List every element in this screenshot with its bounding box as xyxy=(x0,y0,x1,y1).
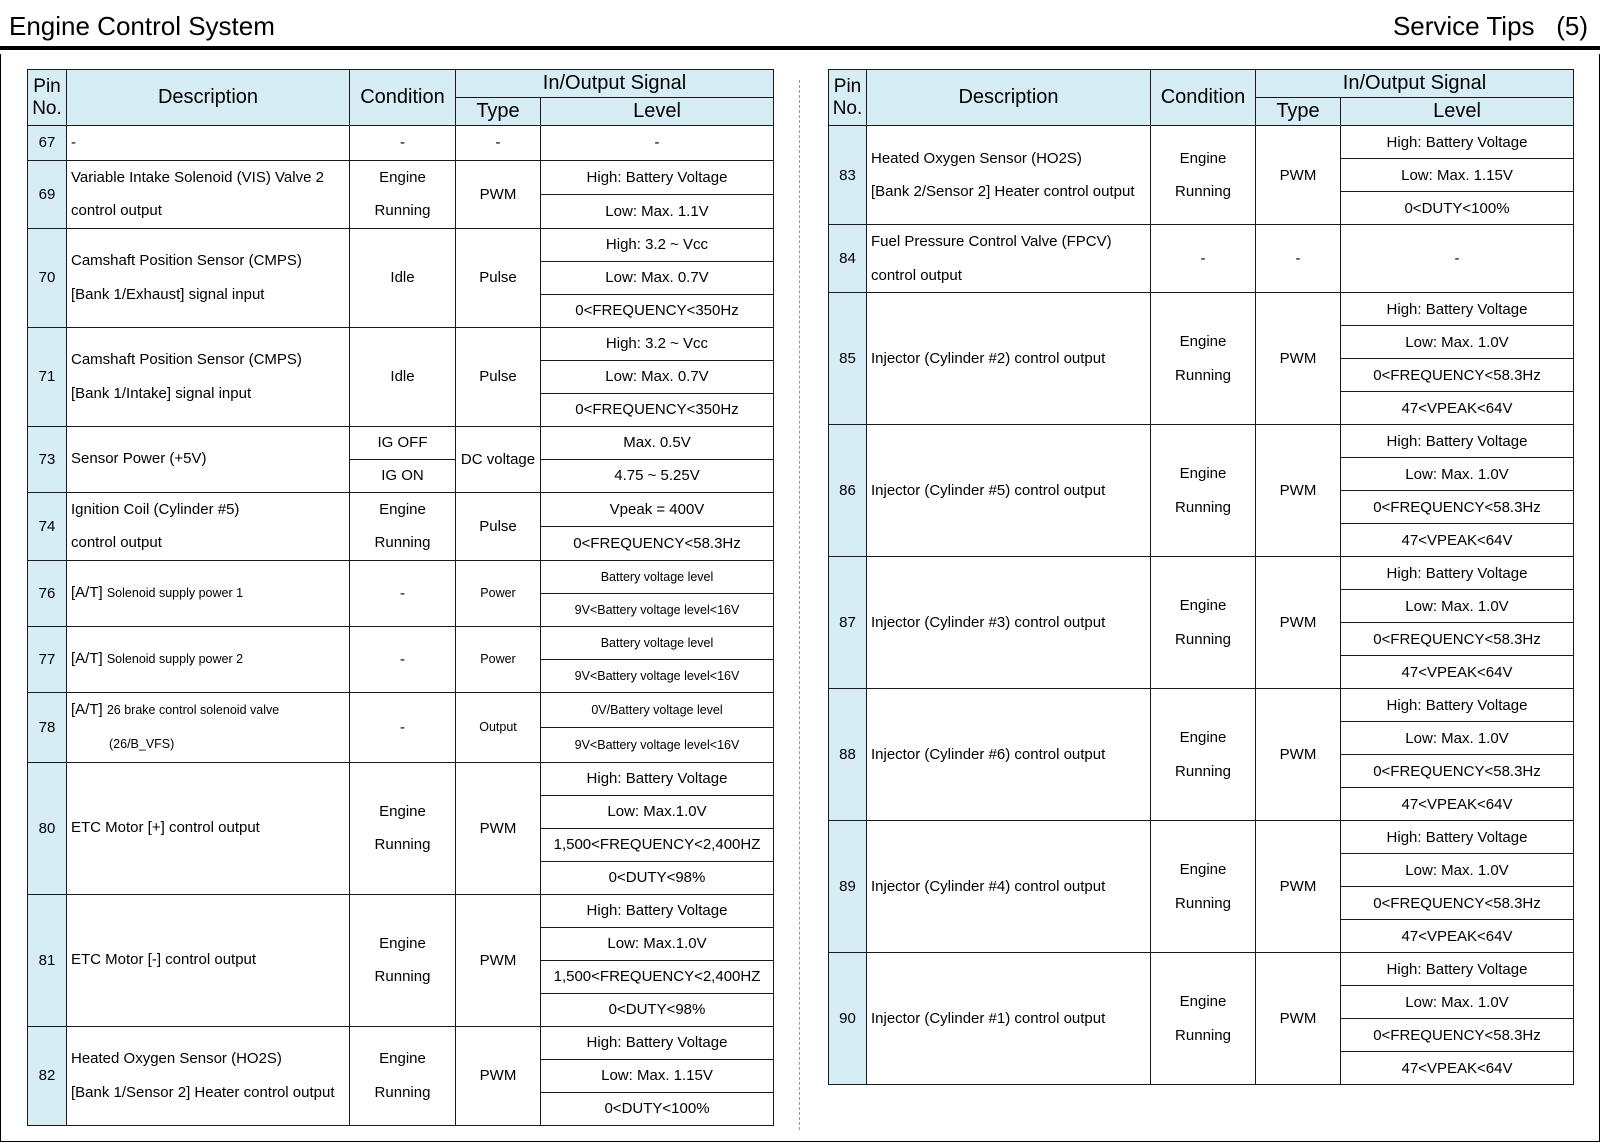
header-type: Type xyxy=(1256,98,1341,126)
signal-level: Battery voltage level xyxy=(541,626,774,659)
signal-type: PWM xyxy=(1256,689,1341,821)
signal-level: 0<FREQUENCY<58.3Hz xyxy=(541,526,774,560)
pin-condition: - xyxy=(350,126,456,161)
signal-level: Low: Max. 1.0V xyxy=(1341,458,1574,491)
pin-condition: Engine Running xyxy=(1151,293,1256,425)
signal-type: PWM xyxy=(456,762,541,894)
pin-condition: Engine Running xyxy=(1151,953,1256,1085)
signal-type: Pulse xyxy=(456,327,541,426)
table-row xyxy=(28,492,774,526)
pin-condition: - xyxy=(350,560,456,626)
pin-description: Heated Oxygen Sensor (HO2S) [Bank 1/Sensor 2] Heater control output xyxy=(67,1026,350,1125)
pin-condition: - xyxy=(350,692,456,762)
table-row xyxy=(829,557,1574,590)
table-row xyxy=(28,1026,774,1059)
header-pin-no: Pin No. xyxy=(28,70,67,126)
pin-table-left xyxy=(27,69,774,1126)
pin-description: Fuel Pressure Control Valve (FPCV) control output xyxy=(867,225,1151,293)
signal-level: High: Battery Voltage xyxy=(1341,953,1574,986)
signal-level: 4.75 ~ 5.25V xyxy=(541,459,774,492)
table-row xyxy=(829,689,1574,722)
signal-level: 0<FREQUENCY<58.3Hz xyxy=(1341,491,1574,524)
center-divider xyxy=(799,80,800,1130)
pin-number: 71 xyxy=(28,327,67,426)
pin-table-right xyxy=(828,69,1574,1085)
header-level: Level xyxy=(1341,98,1574,126)
pin-condition: Engine Running xyxy=(1151,557,1256,689)
table-row xyxy=(28,426,774,459)
signal-type: PWM xyxy=(1256,953,1341,1085)
header-description: Description xyxy=(867,70,1151,126)
pin-number: 69 xyxy=(28,160,67,228)
signal-type: Pulse xyxy=(456,228,541,327)
pin-number: 78 xyxy=(28,692,67,762)
pin-condition: Engine Running xyxy=(350,1026,456,1125)
signal-level: Low: Max. 1.0V xyxy=(1341,854,1574,887)
signal-level: 47<VPEAK<64V xyxy=(1341,788,1574,821)
signal-level: High: 3.2 ~ Vcc xyxy=(541,327,774,360)
pin-description: Injector (Cylinder #6) control output xyxy=(867,689,1151,821)
pin-description: [A/T] Solenoid supply power 1 xyxy=(67,560,350,626)
pin-description: Ignition Coil (Cylinder #5) control output xyxy=(67,492,350,560)
signal-type: PWM xyxy=(1256,425,1341,557)
signal-level: High: Battery Voltage xyxy=(1341,557,1574,590)
pin-number: 76 xyxy=(28,560,67,626)
signal-level: Low: Max.1.0V xyxy=(541,927,774,960)
signal-type: Power xyxy=(456,560,541,626)
signal-level: 1,500<FREQUENCY<2,400HZ xyxy=(541,960,774,993)
signal-level: 0<FREQUENCY<58.3Hz xyxy=(1341,755,1574,788)
pin-description: - xyxy=(67,126,350,161)
pin-number: 67 xyxy=(28,126,67,161)
signal-level: Low: Max. 1.15V xyxy=(1341,159,1574,192)
signal-level: 0<FREQUENCY<58.3Hz xyxy=(1341,359,1574,392)
signal-level: 0<DUTY<100% xyxy=(1341,192,1574,225)
table-row xyxy=(829,425,1574,458)
signal-type: Output xyxy=(456,692,541,762)
signal-level: High: 3.2 ~ Vcc xyxy=(541,228,774,261)
pin-description: Injector (Cylinder #1) control output xyxy=(867,953,1151,1085)
pin-description: Injector (Cylinder #4) control output xyxy=(867,821,1151,953)
table-row xyxy=(28,894,774,927)
signal-type: Pulse xyxy=(456,492,541,560)
header-condition: Condition xyxy=(1151,70,1256,126)
signal-level: Low: Max.1.0V xyxy=(541,795,774,828)
header-level: Level xyxy=(541,98,774,126)
signal-level: Low: Max. 1.1V xyxy=(541,194,774,228)
pin-condition: Engine Running xyxy=(1151,689,1256,821)
signal-level: 47<VPEAK<64V xyxy=(1341,920,1574,953)
pin-condition: IG ON xyxy=(350,459,456,492)
pin-description: Camshaft Position Sensor (CMPS) [Bank 1/Exhaust] signal input xyxy=(67,228,350,327)
table-row xyxy=(28,692,774,727)
header-type: Type xyxy=(456,98,541,126)
pin-condition: Engine Running xyxy=(350,492,456,560)
section-title: Service Tips (5) xyxy=(1392,11,1588,41)
page-header xyxy=(0,0,1600,50)
signal-level: 0<FREQUENCY<58.3Hz xyxy=(1341,1019,1574,1052)
pin-description: Injector (Cylinder #2) control output xyxy=(867,293,1151,425)
signal-type: PWM xyxy=(456,160,541,228)
table-row xyxy=(829,953,1574,986)
signal-level: 47<VPEAK<64V xyxy=(1341,524,1574,557)
header-signal: In/Output Signal xyxy=(1256,70,1574,98)
signal-level: 47<VPEAK<64V xyxy=(1341,1052,1574,1085)
pin-number: 73 xyxy=(28,426,67,492)
signal-level: 9V<Battery voltage level<16V xyxy=(541,593,774,626)
signal-level: 47<VPEAK<64V xyxy=(1341,392,1574,425)
pin-number: 74 xyxy=(28,492,67,560)
table-row xyxy=(829,225,1574,259)
signal-level: 0<DUTY<98% xyxy=(541,993,774,1026)
table-row xyxy=(28,762,774,795)
pin-number: 83 xyxy=(829,126,867,225)
signal-level: Low: Max. 1.0V xyxy=(1341,722,1574,755)
signal-type: PWM xyxy=(456,894,541,1026)
pin-condition: Engine Running xyxy=(350,894,456,1026)
pin-description: Injector (Cylinder #5) control output xyxy=(867,425,1151,557)
signal-level: 1,500<FREQUENCY<2,400HZ xyxy=(541,828,774,861)
signal-type: PWM xyxy=(1256,821,1341,953)
pin-condition: Idle xyxy=(350,327,456,426)
pin-condition: Engine Running xyxy=(1151,821,1256,953)
signal-level: 0<FREQUENCY<58.3Hz xyxy=(1341,623,1574,656)
signal-level: High: Battery Voltage xyxy=(1341,821,1574,854)
pin-number: 81 xyxy=(28,894,67,1026)
signal-level: Low: Max. 0.7V xyxy=(541,261,774,294)
pin-description: Injector (Cylinder #3) control output xyxy=(867,557,1151,689)
signal-level: High: Battery Voltage xyxy=(1341,425,1574,458)
signal-level: Low: Max. 1.0V xyxy=(1341,590,1574,623)
table-row xyxy=(28,160,774,194)
signal-level: Low: Max. 1.0V xyxy=(1341,986,1574,1019)
table-row xyxy=(28,626,774,659)
signal-type: DC voltage xyxy=(456,426,541,492)
signal-level: Max. 0.5V xyxy=(541,426,774,459)
pin-description: [A/T] 26 brake control solenoid valve (26/B_VFS) xyxy=(67,692,350,762)
document-title: Engine Control System xyxy=(9,11,275,41)
pin-number: 70 xyxy=(28,228,67,327)
signal-level: High: Battery Voltage xyxy=(541,160,774,194)
signal-level: 47<VPEAK<64V xyxy=(1341,656,1574,689)
pin-condition: Engine Running xyxy=(1151,425,1256,557)
table-row xyxy=(28,228,774,261)
signal-level: Vpeak = 400V xyxy=(541,492,774,526)
signal-level: High: Battery Voltage xyxy=(1341,689,1574,722)
signal-type: Power xyxy=(456,626,541,692)
signal-level: Battery voltage level xyxy=(541,560,774,593)
pin-number: 88 xyxy=(829,689,867,821)
pin-description: ETC Motor [+] control output xyxy=(67,762,350,894)
pin-description: Variable Intake Solenoid (VIS) Valve 2 control output xyxy=(67,160,350,228)
pin-condition: - xyxy=(350,626,456,692)
pin-number: 82 xyxy=(28,1026,67,1125)
pin-description: Heated Oxygen Sensor (HO2S) [Bank 2/Sensor 2] Heater control output xyxy=(867,126,1151,225)
header-condition: Condition xyxy=(350,70,456,126)
pin-condition: Engine Running xyxy=(350,160,456,228)
signal-type: PWM xyxy=(456,1026,541,1125)
table-row xyxy=(829,293,1574,326)
signal-level: 0<DUTY<98% xyxy=(541,861,774,894)
signal-level: 0<DUTY<100% xyxy=(541,1092,774,1125)
signal-level: 9V<Battery voltage level<16V xyxy=(541,659,774,692)
pin-description: [A/T] Solenoid supply power 2 xyxy=(67,626,350,692)
pin-description: Sensor Power (+5V) xyxy=(67,426,350,492)
signal-level: High: Battery Voltage xyxy=(1341,293,1574,326)
signal-level: 0<FREQUENCY<350Hz xyxy=(541,393,774,426)
signal-type: - xyxy=(456,126,541,161)
signal-level: 9V<Battery voltage level<16V xyxy=(541,727,774,762)
signal-level: 0<FREQUENCY<58.3Hz xyxy=(1341,887,1574,920)
signal-type: PWM xyxy=(1256,293,1341,425)
pin-description: ETC Motor [-] control output xyxy=(67,894,350,1026)
signal-level: High: Battery Voltage xyxy=(541,1026,774,1059)
table-row xyxy=(28,560,774,593)
pin-condition: Idle xyxy=(350,228,456,327)
table-row xyxy=(829,126,1574,159)
signal-level: High: Battery Voltage xyxy=(1341,126,1574,159)
pin-description: Camshaft Position Sensor (CMPS) [Bank 1/Intake] signal input xyxy=(67,327,350,426)
table-row xyxy=(28,126,774,161)
pin-number: 86 xyxy=(829,425,867,557)
pin-number: 84 xyxy=(829,225,867,293)
signal-level: - xyxy=(1341,225,1574,293)
header-description: Description xyxy=(67,70,350,126)
pin-number: 77 xyxy=(28,626,67,692)
pin-number: 80 xyxy=(28,762,67,894)
signal-level: Low: Max. 0.7V xyxy=(541,360,774,393)
signal-type: PWM xyxy=(1256,126,1341,225)
pin-condition: IG OFF xyxy=(350,426,456,459)
header-signal: In/Output Signal xyxy=(456,70,774,98)
pin-condition: Engine Running xyxy=(1151,126,1256,225)
table-row xyxy=(829,821,1574,854)
signal-level: High: Battery Voltage xyxy=(541,894,774,927)
table-row xyxy=(28,327,774,360)
pin-number: 90 xyxy=(829,953,867,1085)
header-pin-no: Pin No. xyxy=(829,70,867,126)
pin-condition: - xyxy=(1151,225,1256,293)
signal-type: - xyxy=(1256,225,1341,293)
signal-level: High: Battery Voltage xyxy=(541,762,774,795)
signal-level: 0<FREQUENCY<350Hz xyxy=(541,294,774,327)
signal-level: - xyxy=(541,126,774,161)
signal-level: Low: Max. 1.15V xyxy=(541,1059,774,1092)
pin-number: 85 xyxy=(829,293,867,425)
pin-number: 89 xyxy=(829,821,867,953)
signal-type: PWM xyxy=(1256,557,1341,689)
pin-number: 87 xyxy=(829,557,867,689)
signal-level: 0V/Battery voltage level xyxy=(541,692,774,727)
pin-condition: Engine Running xyxy=(350,762,456,894)
signal-level: Low: Max. 1.0V xyxy=(1341,326,1574,359)
